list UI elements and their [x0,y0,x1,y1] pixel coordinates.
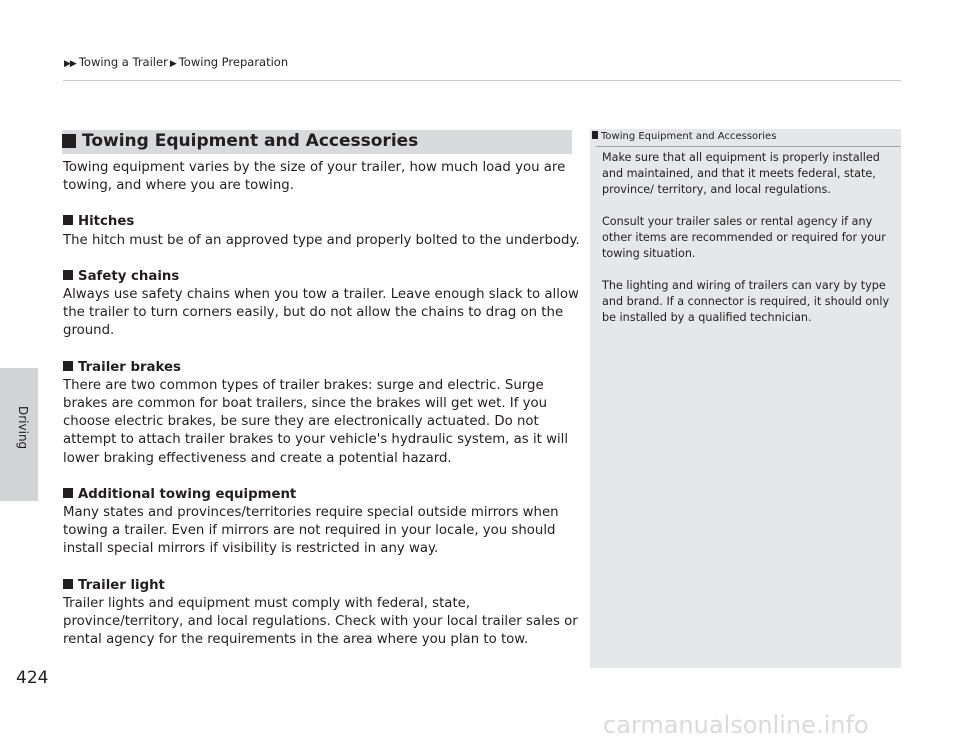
section-square-icon [62,134,76,148]
chapter-label: Driving [16,406,30,450]
bullet-square-icon [63,579,73,589]
subsection-heading-label: Trailer light [78,577,165,593]
section-title: Towing Equipment and Accessories [82,131,419,151]
breadcrumb-item-towing-preparation[interactable]: Towing Preparation [178,55,289,69]
side-note-body [602,150,896,342]
breadcrumb-item-towing-trailer[interactable]: Towing a Trailer [78,55,168,69]
bullet-square-icon [63,488,73,498]
subsection-text-hitches: The hitch must be of an approved type and properly bolted to the underbody. [63,232,580,248]
breadcrumb-arrow-icon: ▶▶ [64,59,76,69]
breadcrumb-separator-icon: ▶ [169,59,176,69]
note-reference-icon [592,131,598,139]
subsection-heading-label: Hitches [78,214,135,230]
subsection-text-trailer-brakes: There are two common types of trailer brakes: surge and electric. Surge brakes are common for boat trailers, since the brakes will get wet. If you choose electric brakes, be sure they are electronically actuated. Do not attempt to attach trailer brakes to your vehicle's hydraulic system, as it will lower braking effectiveness and create a potential hazard. [63,377,569,466]
side-note-paragraph: The lighting and wiring of trailers can vary by type and brand. If a connector is required, it should only be installed by a qualified technician. [602,279,890,324]
side-note-divider [596,146,901,147]
watermark: carmanualsonline.info [603,711,869,739]
bullet-square-icon [63,270,73,280]
subsection-heading-safety-chains [63,268,583,286]
bullet-square-icon [63,361,73,371]
subsection-text-trailer-light: Trailer lights and equipment must comply with federal, state, province/territory, and local regulations. Check with your local trailer sales or rental agency for the requirements in the area where you plan to tow. [63,595,578,648]
bullet-square-icon [63,215,73,225]
main-content [63,159,583,649]
subsection-heading-trailer-brakes [63,359,583,377]
side-note-paragraph: Make sure that all equipment is properly installed and maintained, and that it meets federal, state, province/ territory, and local regulations. [602,151,880,196]
subsection-heading-label: Safety chains [78,268,180,284]
page-number: 424 [16,668,49,688]
subsection-heading-additional-equipment [63,486,583,504]
subsection-text-safety-chains: Always use safety chains when you tow a trailer. Leave enough slack to allow the trailer to turn corners easily, but do not allow the chains to drag on the ground. [63,287,579,339]
breadcrumb [64,55,288,69]
subsection-heading-label: Trailer brakes [78,359,181,375]
intro-paragraph: Towing equipment varies by the size of your trailer, how much load you are towing, and where you are towing. [63,160,566,194]
header-divider [63,80,901,81]
side-note-paragraph: Consult your trailer sales or rental agency if any other items are recommended or required for your towing situation. [602,215,886,260]
subsection-heading-label: Additional towing equipment [78,486,297,502]
section-title-bar [62,130,572,154]
subsection-heading-hitches [63,213,583,231]
side-note-title: Towing Equipment and Accessories [601,131,777,142]
side-note-heading [592,131,776,142]
subsection-heading-trailer-light [63,577,583,595]
subsection-text-additional-equipment: Many states and provinces/territories require special outside mirrors when towing a trailer. Even if mirrors are not required in your locale, you should install special mirrors if visibility is restricted in any way. [63,505,559,557]
